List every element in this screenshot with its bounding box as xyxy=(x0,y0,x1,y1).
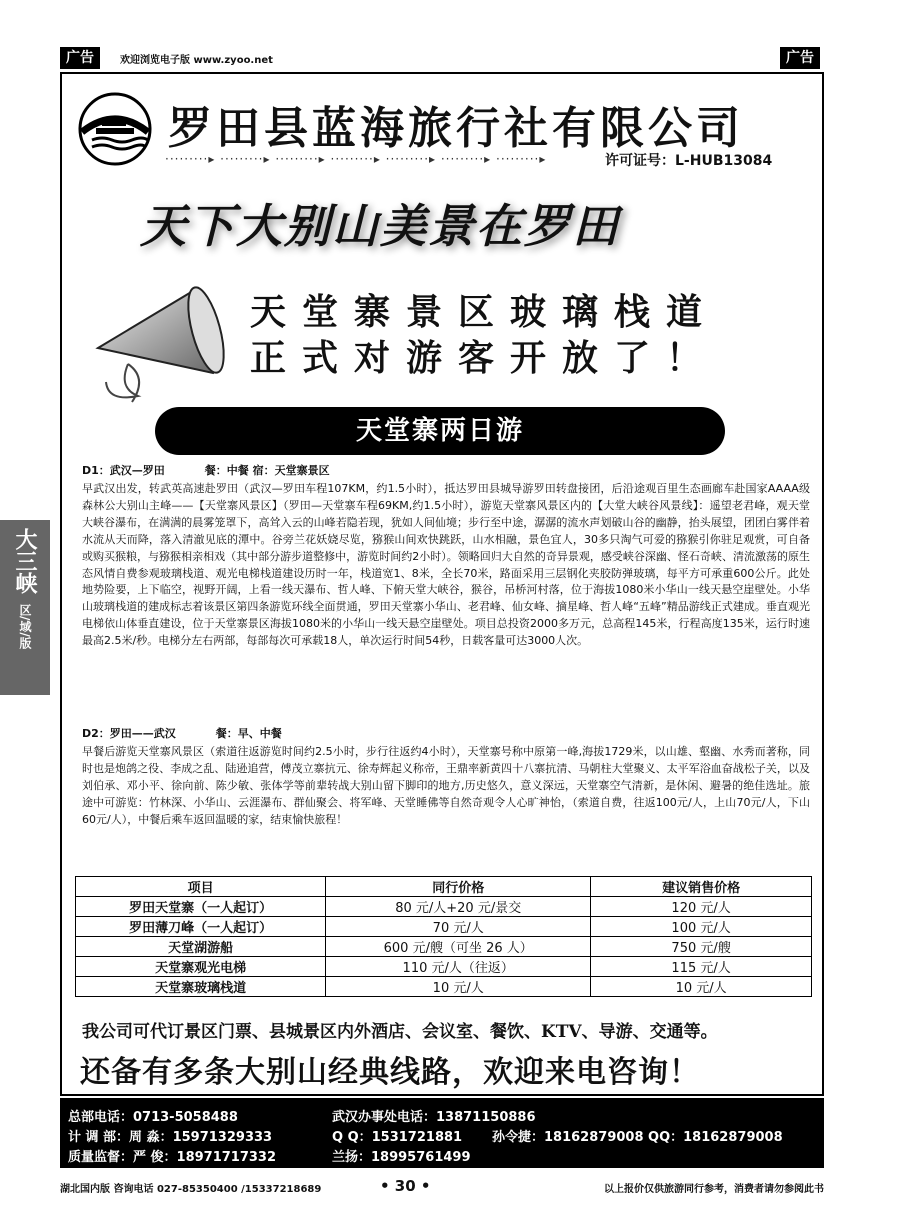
side-tab xyxy=(0,520,50,695)
cell-retail: 120 元/人 xyxy=(591,897,812,917)
day2-header xyxy=(82,725,282,741)
routes-text: 还备有多条大别山经典线路，欢迎来电咨询！ xyxy=(80,1055,700,1090)
top-bar xyxy=(60,47,820,69)
sun-contact: 孙令捷：18162879008 QQ：18162879008 xyxy=(492,1130,783,1145)
cell-item: 罗田天堂寨（一人起订） xyxy=(76,897,326,917)
day2-title: D2：罗田——武汉 xyxy=(82,727,176,740)
table-row xyxy=(76,977,812,997)
welcome-text: 欢迎浏览电子版 www.zyoo.net xyxy=(120,55,273,66)
cell-item: 天堂寨观光电梯 xyxy=(76,957,326,977)
announce-line-1: 天堂寨景区玻璃栈道 xyxy=(250,292,719,333)
day2-meal: 餐：早、中餐 xyxy=(215,727,282,740)
ad-tag-left: 广告 xyxy=(60,47,100,69)
cell-item: 天堂湖游船 xyxy=(76,937,326,957)
cell-peer: 80 元/人+20 元/景交 xyxy=(326,897,591,917)
table-row xyxy=(76,937,812,957)
cell-item: 天堂寨玻璃栈道 xyxy=(76,977,326,997)
day1-meal: 餐：中餐 宿：天堂寨景区 xyxy=(204,464,330,477)
footer-right: 以上报价仅供旅游同行参考，消费者请勿参阅此书 xyxy=(604,1184,824,1195)
footer-left: 湖北国内版 咨询电话 027-85350400 /15337218689 xyxy=(60,1184,322,1195)
cell-retail: 115 元/人 xyxy=(591,957,812,977)
hq-phone: 总部电话：0713-5058488 xyxy=(68,1110,238,1125)
day2-text: 早餐后游览天堂寨风景区（索道往返游览时间约2.5小时，步行往返约4小时），天堂寨号称中原第一峰,海拔1729米，以山雄、壑幽、水秀而著称，同时也是炮鸽之役、李成之乱、陆逊追营，傅茂立寨抗元、徐寿辉起义称帝，王鼎率新黄四十八寨抗清、马朝柱大堂聚义、太平军浴血奋战松子关，以及刘伯承、邓小平、徐向前、陈少敏、张体学等前辈转战大别山留下脚印的地方,历史悠久，意义深远，天堂寨空气清新，是休闲、避暑的绝佳选址。旅途中可游览：竹林深、小华山、云涯瀑布、群仙聚会、将军峰、天堂睡佛等自然奇观令人心旷神怡，（索道自费，往返100元/人，上山70元/人，下山60元/人），中餐后乘车返回温暖的家，结束愉快旅程！ xyxy=(82,745,810,826)
table-row xyxy=(76,917,812,937)
company-name: 罗田县蓝海旅行社有限公司 xyxy=(168,103,744,154)
contact-bar xyxy=(60,1098,824,1168)
day1-title: D1：武汉—罗田 xyxy=(82,464,165,477)
license-number: 许可证号：L-HUB13084 xyxy=(605,153,773,169)
cell-peer: 110 元/人（往返） xyxy=(326,957,591,977)
tour-banner: 天堂寨两日游 xyxy=(155,407,725,455)
cell-retail: 100 元/人 xyxy=(591,917,812,937)
lanyang-contact: 兰扬：18995761499 xyxy=(332,1150,471,1165)
services-text: 我公司可代订景区门票、县城景区内外酒店、会议室、餐饮、KTV、导游、交通等。 xyxy=(82,1022,718,1042)
slogan: 天下大别山美景在罗田 xyxy=(140,199,620,253)
table-row xyxy=(76,897,812,917)
quality-contact: 质量监督：严 俊：18971717332 xyxy=(68,1150,277,1165)
megaphone-icon xyxy=(88,278,228,408)
side-tab-label: 区/域/版 xyxy=(18,604,32,649)
company-logo-icon xyxy=(78,92,152,166)
qq-contact: Q Q：1531721881 xyxy=(332,1130,463,1145)
price-table xyxy=(75,876,812,997)
wuhan-office-phone: 武汉办事处电话：13871150886 xyxy=(332,1110,536,1125)
decorative-arrows: ·········▸ ·········▸ ·········▸ ·········▸ ·········▸ ·········▸ ·········▸ xyxy=(165,152,547,166)
header-item: 项目 xyxy=(76,877,326,897)
side-tab-title: 大三峡 xyxy=(12,528,38,594)
dispatch-contact: 计 调 部：周 淼：15971329333 xyxy=(68,1130,273,1145)
day1-header xyxy=(82,462,330,478)
cell-peer: 70 元/人 xyxy=(326,917,591,937)
cell-peer: 600 元/艘（可坐 26 人） xyxy=(326,937,591,957)
cell-retail: 10 元/人 xyxy=(591,977,812,997)
page-number: • 30 • xyxy=(380,1177,431,1195)
table-header-row xyxy=(76,877,812,897)
table-row xyxy=(76,957,812,977)
announce-line-2: 正式对游客开放了！ xyxy=(250,338,719,379)
cell-retail: 750 元/艘 xyxy=(591,937,812,957)
header-retail-price: 建议销售价格 xyxy=(591,877,812,897)
day1-text: 早武汉出发，转武英高速赴罗田（武汉—罗田车程107KM，约1.5小时），抵达罗田县城导游罗田转盘接团，后沿途观百里生态画廊车赴国家AAAA级森林公大别山主峰——【天堂寨风景区】（罗田—天堂寨车程69KM,约1.5小时），游览天堂寨风景区内的【大堂大峡谷风景线】：遥望老君峰，观天堂大峡谷瀑布，在满满的晨雾笼罩下，高耸入云的山峰若隐若现，犹如人间仙境；步行至中途，潺潺的流水声划破山谷的幽静，抬头展望，团团白雾伴着水流从天而降，落入清澈见底的潭中。谷旁兰花妖娆尽览，猕猴山间欢快跳跃，山水相融，景色宜人，30多只淘气可爱的猕猴引你驻足观赏，可自备或购买猴粮，与猕猴相亲相戏（其中部分游步道整修中，游览时间约2小时）。领略回归大自然的奇异景观，感受峡谷深幽、怪石奇峡、清流激荡的原生态风情自费参观玻璃栈道、观光电梯栈道建设历时一年，栈道宽1、8米，全长70米，路面采用三层钢化夹胶防弹玻璃，每平方可承重600公斤。此处地势险要，上下临空，视野开阔，上看一线天瀑布、哲人峰、下俯天堂大峡谷，猴谷，吊桥河村落，位于海拔1080米小华山一线天悬空崖壁处。小华山玻璃栈道的建成标志着该景区第四条游览环线全面贯通，罗田天堂寨小华山、老君峰、仙女峰、摘星峰、哲人峰“五峰”精品游线正式建成。垂直观光电梯依山体垂直建设，位于天堂寨景区海拔1080米的小华山一线天悬空崖壁处。项目总投资2000多万元，总高程145米，行程高度135米，运行时速最高2.5米/秒。电梯分左右两部，每部每次可承载18人，单次运行时间54秒，日载客量可达3000人次。 xyxy=(82,482,810,648)
cell-peer: 10 元/人 xyxy=(326,977,591,997)
ad-tag-right: 广告 xyxy=(780,47,820,69)
header-peer-price: 同行价格 xyxy=(326,877,591,897)
cell-item: 罗田薄刀峰（一人起订） xyxy=(76,917,326,937)
